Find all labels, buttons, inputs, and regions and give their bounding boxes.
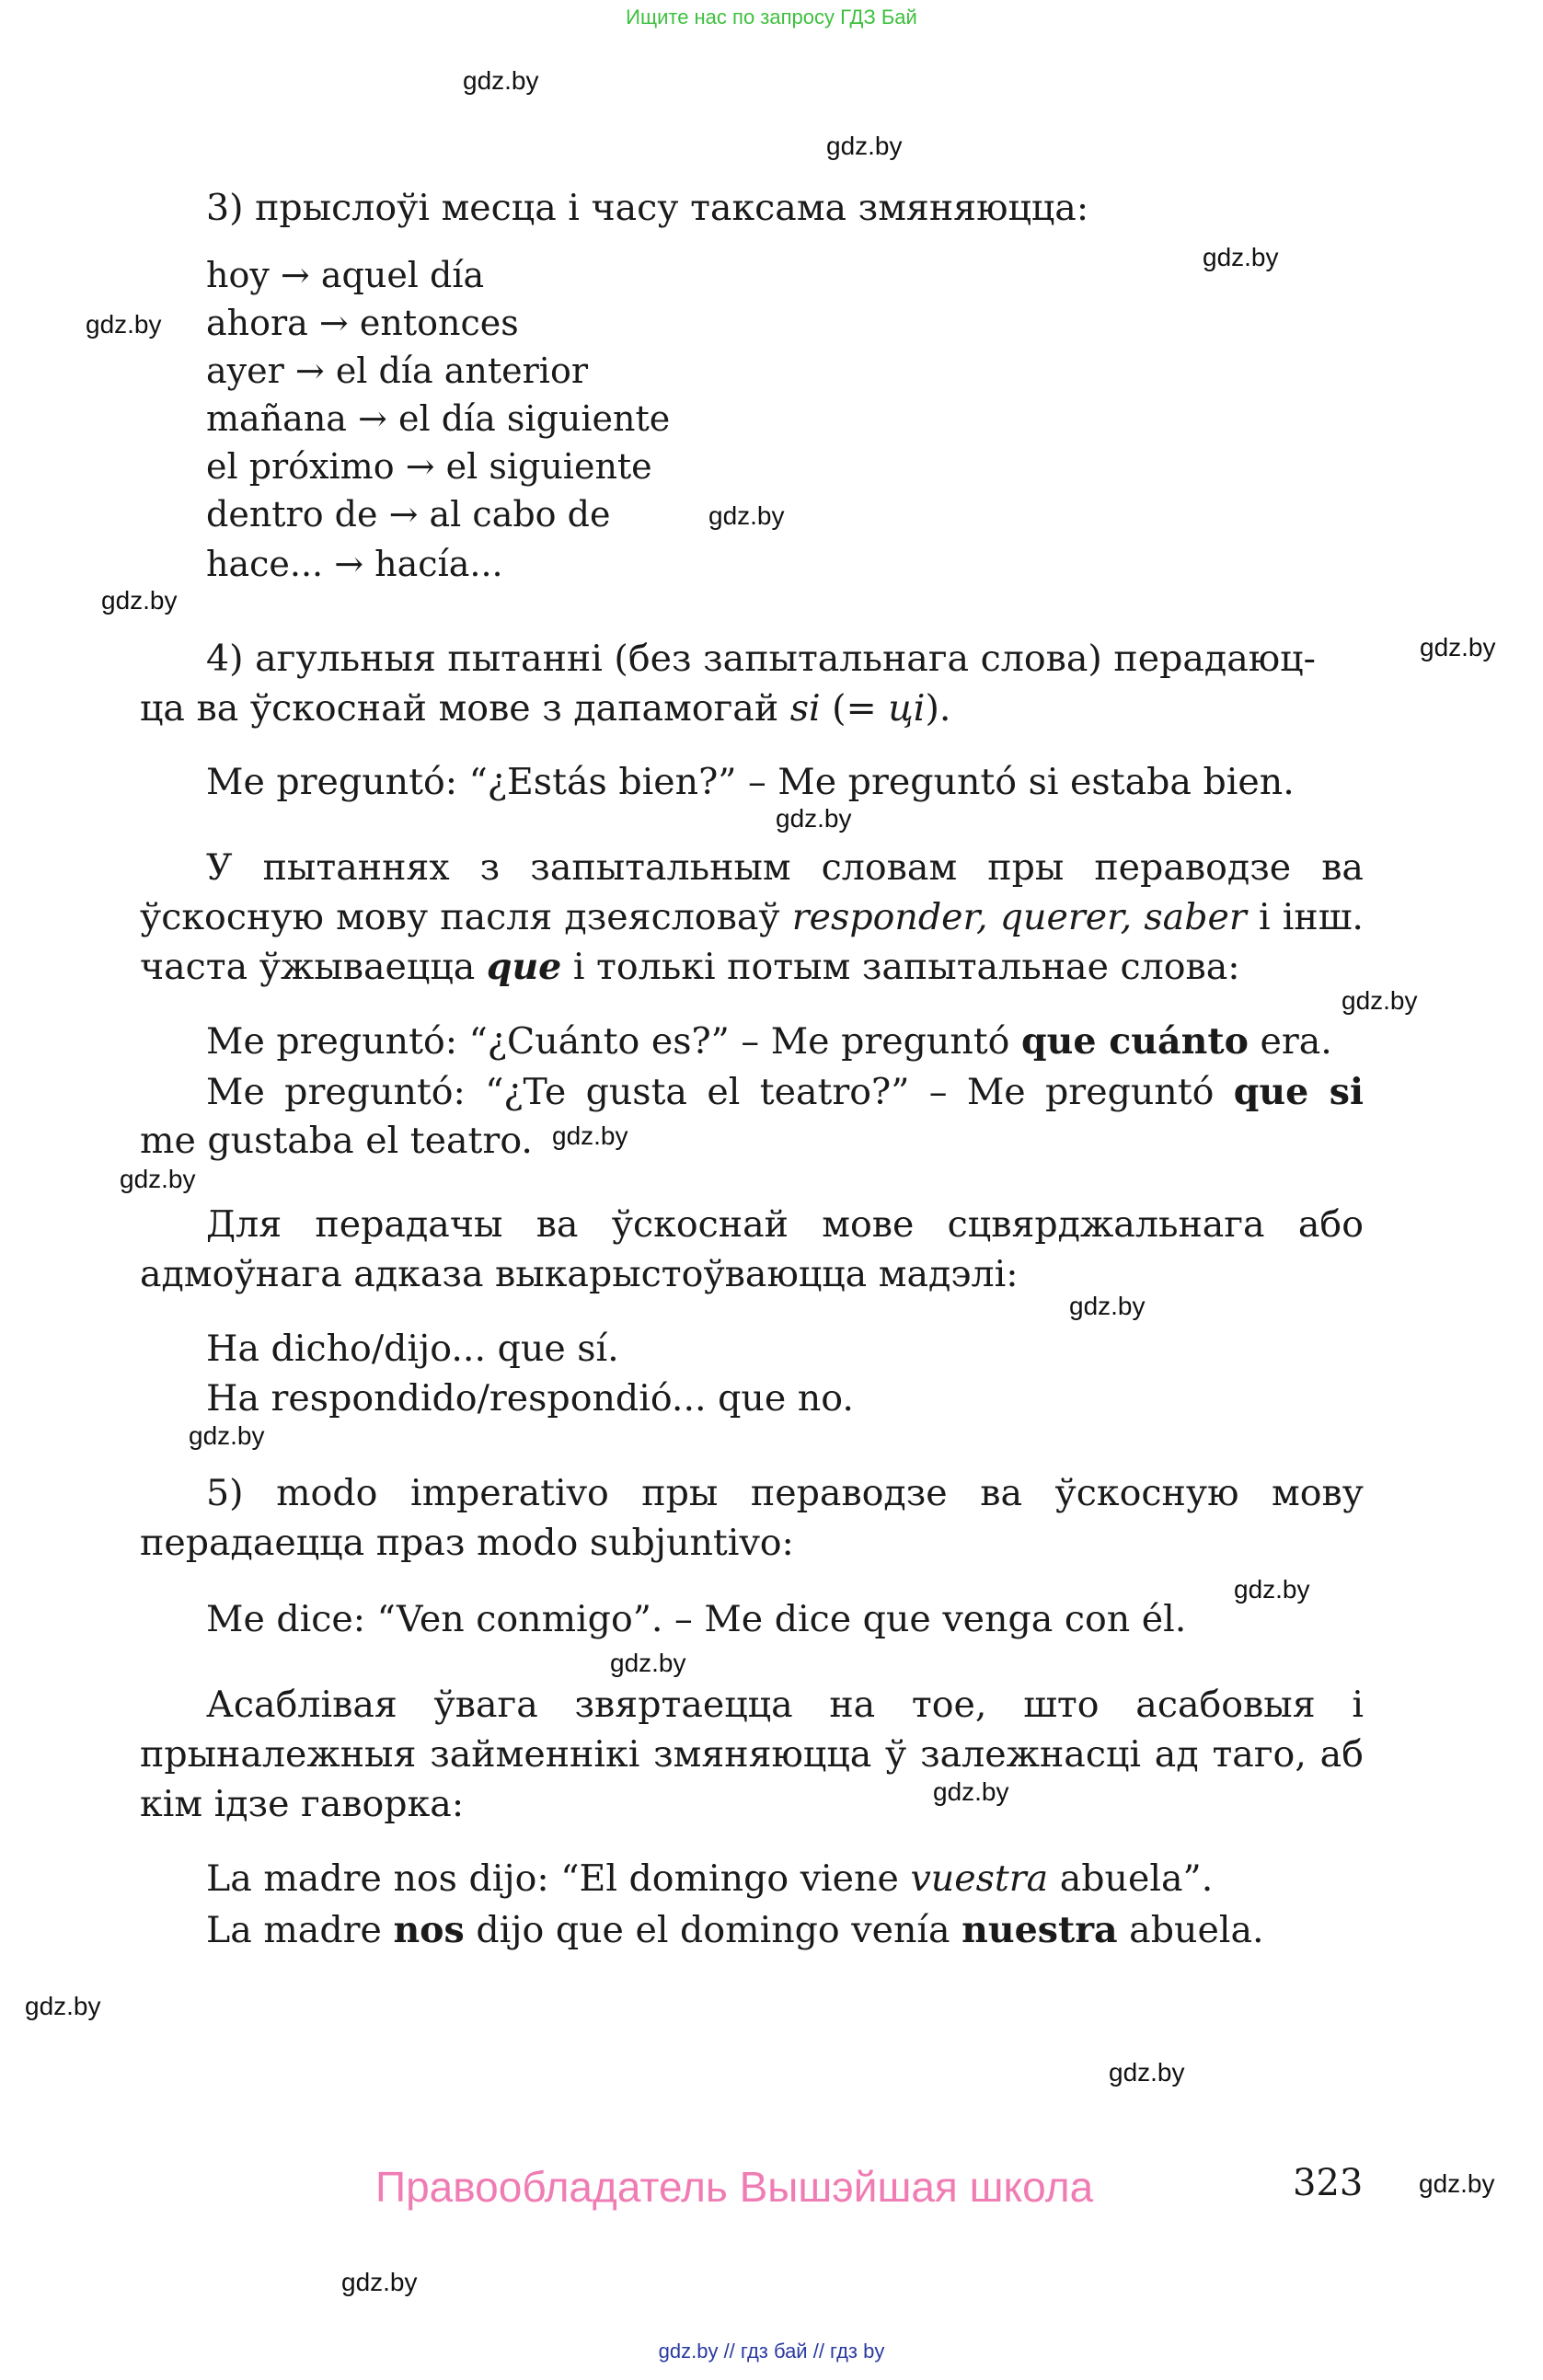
watermark: gdz.by (120, 1165, 196, 1193)
intro-text: ). (925, 687, 951, 730)
model-yes: Ha dicho/dijo... que sí. (206, 1328, 619, 1370)
paragraph-models (140, 1200, 1364, 1299)
watermark: gdz.by (101, 586, 178, 615)
footer-links: gdz.by // гдз бай // гдз by (658, 2340, 885, 2363)
section5-intro (140, 1468, 1364, 1568)
adverb-from: hace... (206, 544, 324, 584)
adverb-from: mañana (206, 398, 347, 439)
adverb-pair (206, 443, 670, 490)
section4-intro-line1: 4) агульныя пытанні (без запытальнага слова) перадаюц- (206, 638, 1316, 680)
example-bold: que cuánto (1021, 1020, 1249, 1063)
example-text: era. (1248, 1020, 1332, 1063)
para-text: і інш. часта ўжываецца (140, 896, 1364, 988)
example-italic: vuestra (910, 1857, 1049, 1900)
example-general-question: Me preguntó: “¿Estás bien?” – Me preguntó si estaba bien. (206, 761, 1295, 803)
arrow-icon: → (405, 446, 435, 487)
para-text: Асаблівая ўвага звяртаецца на тое, што асабовыя і прыналежныя займеннікі змяняюцца ў залежнасці ад таго, аб кім ідзе гаворка: (140, 1684, 1364, 1825)
para-text: і толькі потым запытальнае слова: (561, 946, 1240, 988)
que-bold: que (486, 946, 562, 988)
example-text: Me preguntó: “¿Te gusta el teatro?” – Me preguntó (206, 1071, 1234, 1113)
arrow-icon: → (334, 544, 364, 584)
para-text: У пытаннях з запытальным словам пры пераводзе ва ўскосную мову пасля дзеясловаў (140, 846, 1364, 938)
adverb-from: el próximo (206, 446, 395, 487)
arrow-icon: → (280, 255, 310, 295)
adverb-pair (206, 251, 670, 299)
example-cuanto (206, 1018, 1332, 1065)
verbs-italic: responder, querer, saber (791, 896, 1247, 938)
watermark: gdz.by (933, 1777, 1009, 1806)
adverb-pair (206, 490, 670, 538)
example-bold: nos (393, 1909, 465, 1951)
example-vuestra (206, 1855, 1213, 1903)
watermark: gdz.by (1341, 986, 1418, 1015)
para-text: 5) modo imperativo пры пераводзе ва ўскосную мову перадаецца праз modo subjuntivo: (140, 1472, 1364, 1564)
watermark: gdz.by (1109, 2058, 1185, 2087)
watermark: gdz.by (341, 2268, 418, 2296)
example-text: abuela. (1117, 1909, 1264, 1951)
adverb-pair (206, 395, 670, 443)
adverb-pair (206, 347, 670, 395)
top-banner: Ищите нас по запросу ГДЗ Бай (626, 6, 917, 29)
model-no: Ha respondido/respondió... que no. (206, 1377, 854, 1420)
adverb-from: dentro de (206, 494, 378, 535)
para-text: Для перадачы ва ўскоснай мове сцвярджальнага або адмоўнага адказа выкарыстоўваюцца мадэлі: (140, 1203, 1364, 1295)
adverb-to: hacía... (374, 544, 503, 584)
intro-text: (= (820, 687, 889, 730)
adverb-to: aquel día (320, 255, 485, 295)
watermark: gdz.by (1420, 633, 1496, 661)
adverb-to: el día anterior (335, 351, 588, 391)
adverb-pair (206, 299, 670, 347)
watermark: gdz.by (189, 1421, 265, 1450)
watermark: gdz.by (1069, 1292, 1146, 1320)
term-ci: ці (888, 687, 926, 730)
publisher-label: Правообладатель Вышэйшая школа (375, 2163, 1094, 2211)
example-text: dijo que el domingo venía (464, 1909, 962, 1951)
adverb-from: ayer (206, 351, 284, 391)
paragraph-pronouns (140, 1680, 1364, 1829)
adverb-to: el día siguiente (397, 398, 671, 439)
example-text: abuela”. (1048, 1857, 1214, 1900)
watermark: gdz.by (86, 310, 162, 339)
watermark: gdz.by (708, 501, 785, 530)
watermark: gdz.by (776, 804, 852, 833)
example-nuestra (206, 1906, 1264, 1954)
page-number: 323 (1293, 2162, 1364, 2204)
adverb-from: ahora (206, 303, 308, 343)
adverb-from: hoy (206, 255, 270, 295)
arrow-icon: → (294, 351, 325, 391)
example-text: La madre (206, 1909, 394, 1951)
watermark: gdz.by (1419, 2169, 1495, 2198)
watermark: gdz.by (1203, 243, 1279, 271)
intro-text: ца ва ўскоснай мове з дапамогай (140, 687, 790, 730)
example-text: La madre nos dijo: “El domingo viene (206, 1857, 911, 1900)
watermark: gdz.by (463, 66, 539, 95)
section4-intro-line2 (140, 684, 950, 732)
arrow-icon: → (358, 398, 387, 439)
adverb-to: el siguiente (445, 446, 652, 487)
watermark: gdz.by (826, 132, 903, 160)
example-teatro-line2: me gustaba el teatro. (140, 1120, 533, 1162)
term-si: si (789, 687, 821, 730)
adverb-list (206, 251, 670, 588)
example-bold: que si (1233, 1071, 1364, 1113)
adverb-to: entonces (359, 303, 519, 343)
arrow-icon: → (318, 303, 349, 343)
adverb-pair (206, 540, 670, 588)
example-bold: nuestra (961, 1909, 1118, 1951)
example-text: Me preguntó: “¿Cuánto es?” – Me preguntó (206, 1020, 1022, 1063)
adverb-to: al cabo de (429, 494, 611, 535)
watermark: gdz.by (610, 1649, 686, 1677)
paragraph-question-words (140, 843, 1364, 992)
arrow-icon: → (388, 494, 419, 535)
example-imperative: Me dice: “Ven conmigo”. – Me dice que venga con él. (206, 1598, 1187, 1640)
section3-heading: 3) прыслоўі месца і часу таксама змяняюцца: (206, 187, 1089, 229)
watermark: gdz.by (552, 1121, 628, 1150)
watermark: gdz.by (1234, 1575, 1310, 1604)
watermark: gdz.by (25, 1992, 101, 2020)
example-teatro-line1 (206, 1067, 1364, 1117)
